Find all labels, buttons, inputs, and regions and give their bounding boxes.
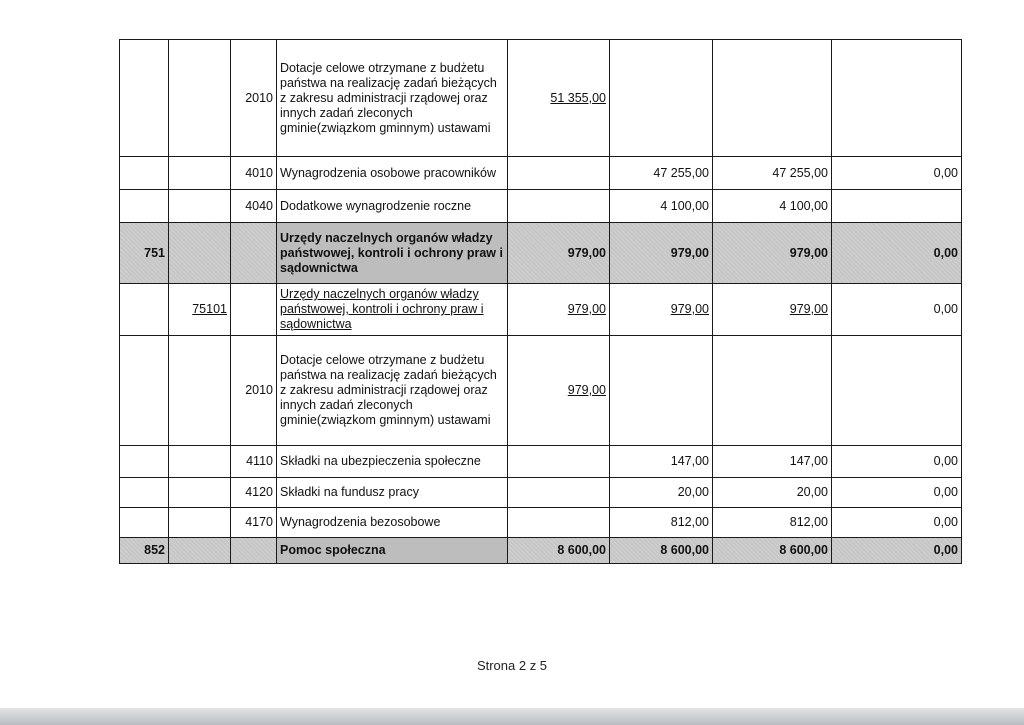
rozdzial-cell bbox=[169, 538, 231, 564]
description-text: Urzędy naczelnych organów władzy państwowej, kontroli i ochrony praw i sądownictwa bbox=[280, 287, 484, 331]
value-text: 979,00 bbox=[789, 302, 828, 316]
value-cell: 0,00 bbox=[832, 284, 962, 336]
description-cell: Dodatkowe wynagrodzenie roczne bbox=[277, 190, 508, 223]
paragraf-cell: 2010 bbox=[231, 336, 277, 446]
value-cell: 47 255,00 bbox=[713, 157, 832, 190]
rozdzial-cell bbox=[169, 190, 231, 223]
table-row bbox=[120, 190, 962, 223]
value-cell: 4 100,00 bbox=[610, 190, 713, 223]
value-cell bbox=[508, 190, 610, 223]
value-cell: 0,00 bbox=[832, 538, 962, 564]
dzial-cell bbox=[120, 284, 169, 336]
rozdzial-cell bbox=[169, 336, 231, 446]
value-text: 979,00 bbox=[567, 383, 606, 397]
value-cell bbox=[508, 336, 610, 446]
value-cell bbox=[508, 446, 610, 478]
budget-table bbox=[119, 39, 962, 564]
description-cell: Wynagrodzenia bezosobowe bbox=[277, 508, 508, 538]
value-cell: 979,00 bbox=[713, 223, 832, 284]
rozdzial-cell bbox=[169, 40, 231, 157]
table-row bbox=[120, 284, 962, 336]
value-cell: 979,00 bbox=[508, 223, 610, 284]
rozdzial-cell bbox=[169, 157, 231, 190]
value-cell: 4 100,00 bbox=[713, 190, 832, 223]
page-number: Strona 2 z 5 bbox=[476, 658, 548, 673]
table-row bbox=[120, 508, 962, 538]
value-cell: 8 600,00 bbox=[508, 538, 610, 564]
section-row bbox=[120, 538, 962, 564]
paragraf-cell: 4170 bbox=[231, 508, 277, 538]
paragraf-cell bbox=[231, 223, 277, 284]
value-cell bbox=[713, 336, 832, 446]
table-row bbox=[120, 336, 962, 446]
table-row bbox=[120, 40, 962, 157]
paragraf-cell: 4120 bbox=[231, 478, 277, 508]
dzial-cell bbox=[120, 508, 169, 538]
table-row bbox=[120, 478, 962, 508]
rozdzial-cell bbox=[169, 446, 231, 478]
value-text: 51 355,00 bbox=[550, 90, 606, 105]
paragraf-cell: 4040 bbox=[231, 190, 277, 223]
table-row bbox=[120, 157, 962, 190]
value-cell bbox=[508, 157, 610, 190]
value-cell: 20,00 bbox=[610, 478, 713, 508]
value-cell: 812,00 bbox=[713, 508, 832, 538]
value-cell: 147,00 bbox=[713, 446, 832, 478]
value-cell bbox=[832, 40, 962, 157]
value-cell: 0,00 bbox=[832, 478, 962, 508]
paragraf-cell bbox=[231, 538, 277, 564]
value-cell: 147,00 bbox=[610, 446, 713, 478]
value-cell bbox=[610, 284, 713, 336]
dzial-cell bbox=[120, 478, 169, 508]
value-cell: 979,00 bbox=[610, 223, 713, 284]
value-cell bbox=[713, 40, 832, 157]
description-cell bbox=[277, 284, 508, 336]
description-cell: Pomoc społeczna bbox=[277, 538, 508, 564]
value-cell bbox=[508, 478, 610, 508]
dzial-cell bbox=[120, 336, 169, 446]
value-text: 979,00 bbox=[567, 302, 606, 316]
description-cell: Dotacje celowe otrzymane z budżetu państwa na realizację zadań bieżących z zakresu administracji rządowej oraz innych zadań zleconych gminie(związkom gminnym) ustawami bbox=[277, 336, 508, 446]
value-cell: 8 600,00 bbox=[713, 538, 832, 564]
value-cell bbox=[508, 508, 610, 538]
rozdzial-cell bbox=[169, 478, 231, 508]
dzial-cell bbox=[120, 446, 169, 478]
value-cell bbox=[832, 336, 962, 446]
rozdzial-text: 75101 bbox=[192, 302, 227, 316]
section-row bbox=[120, 223, 962, 284]
description-cell: Składki na fundusz pracy bbox=[277, 478, 508, 508]
value-cell: 0,00 bbox=[832, 508, 962, 538]
value-cell: 0,00 bbox=[832, 446, 962, 478]
value-cell: 8 600,00 bbox=[610, 538, 713, 564]
value-cell bbox=[832, 190, 962, 223]
scan-edge-strip bbox=[0, 708, 1024, 725]
value-cell: 47 255,00 bbox=[610, 157, 713, 190]
dzial-cell bbox=[120, 40, 169, 157]
rozdzial-cell bbox=[169, 508, 231, 538]
description-cell: Składki na ubezpieczenia społeczne bbox=[277, 446, 508, 478]
dzial-cell bbox=[120, 190, 169, 223]
paragraf-cell: 4010 bbox=[231, 157, 277, 190]
value-cell bbox=[610, 336, 713, 446]
dzial-cell: 852 bbox=[120, 538, 169, 564]
dzial-cell bbox=[120, 157, 169, 190]
rozdzial-cell bbox=[169, 223, 231, 284]
value-cell bbox=[508, 40, 610, 157]
value-cell: 0,00 bbox=[832, 223, 962, 284]
value-cell: 812,00 bbox=[610, 508, 713, 538]
paragraf-cell: 2010 bbox=[231, 40, 277, 157]
value-text: 979,00 bbox=[670, 302, 709, 316]
dzial-cell: 751 bbox=[120, 223, 169, 284]
rozdzial-cell bbox=[169, 284, 231, 336]
value-cell bbox=[713, 284, 832, 336]
table-row bbox=[120, 446, 962, 478]
value-cell: 0,00 bbox=[832, 157, 962, 190]
paragraf-cell bbox=[231, 284, 277, 336]
paragraf-cell: 4110 bbox=[231, 446, 277, 478]
description-cell: Urzędy naczelnych organów władzy państwowej, kontroli i ochrony praw i sądownictwa bbox=[277, 223, 508, 284]
value-cell bbox=[610, 40, 713, 157]
description-cell: Dotacje celowe otrzymane z budżetu państwa na realizację zadań bieżących z zakresu administracji rządowej oraz innych zadań zleconych gminie(związkom gminnym) ustawami bbox=[277, 40, 508, 157]
value-cell: 20,00 bbox=[713, 478, 832, 508]
description-cell: Wynagrodzenia osobowe pracowników bbox=[277, 157, 508, 190]
value-cell bbox=[508, 284, 610, 336]
